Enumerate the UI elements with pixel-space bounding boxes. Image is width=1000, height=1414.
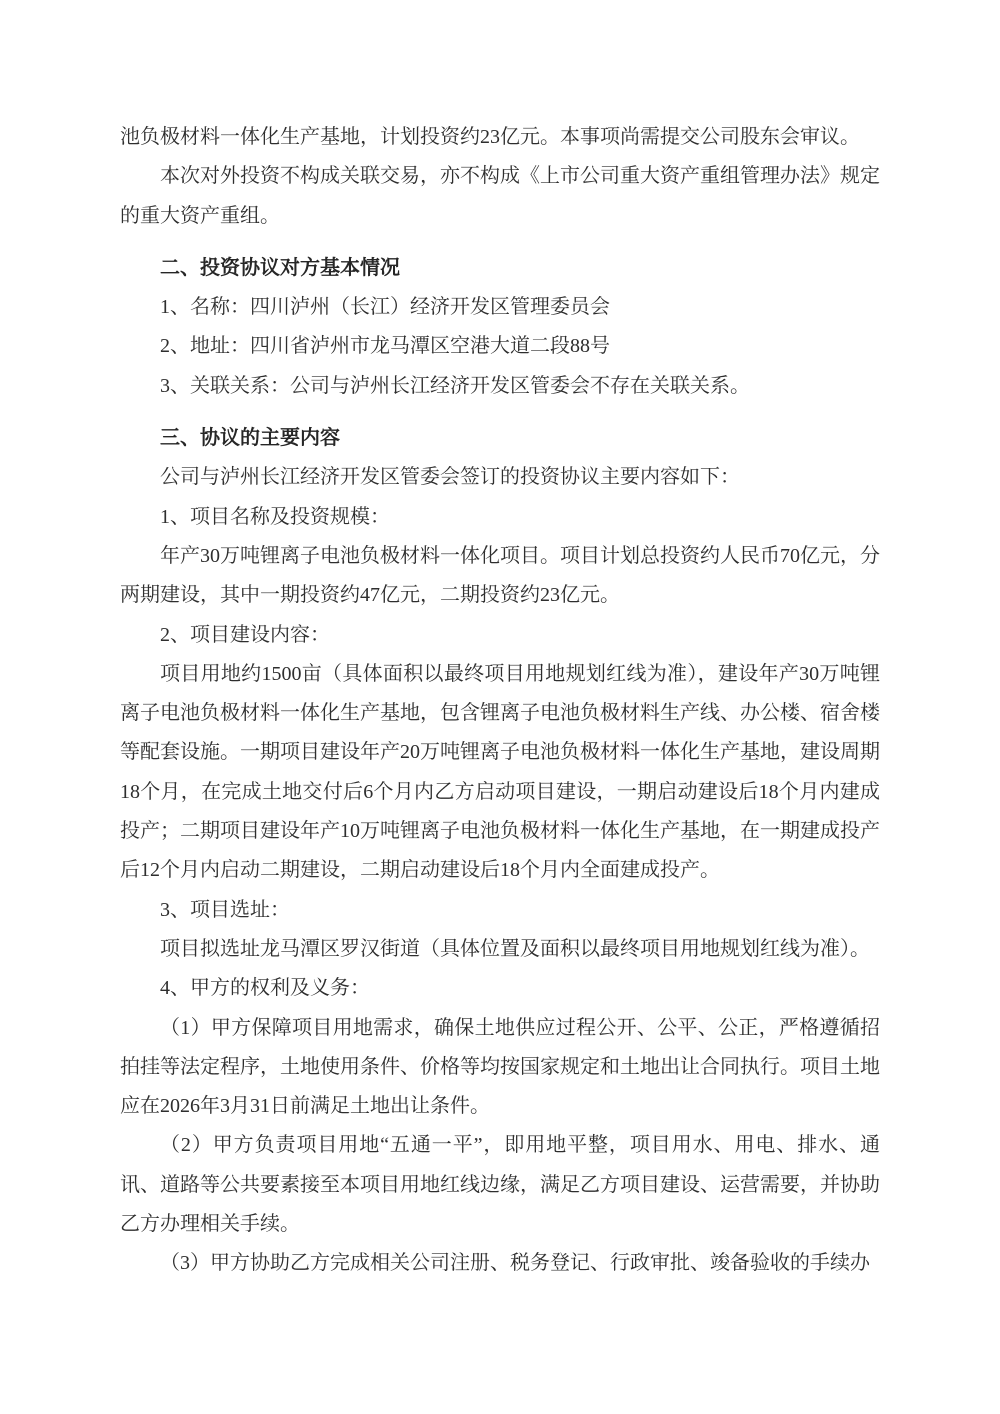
section-heading-agreement-content: 三、协议的主要内容 [160,427,340,450]
paragraph-continuation: 池负极材料一体化生产基地，计划投资约23亿元。本事项尚需提交公司股东会审议。 [120,126,860,148]
paragraph-construction-content: 项目用地约1500亩（具体面积以最终项目用地规划红线为准），建设年产30万吨锂离子电池负极材料一体化生产基地，包含锂离子电池负极材料生产线、办公楼、宿舍楼等配套设施。一期项目建设年产20万吨锂离子电池负极材料一体化生产基地，建设周期18个月，在完成土地交付后6个月内乙方启动项目建设，一期启动建设后18个月内建成投产；二期项目建设年产10万吨锂离子电池负极材料一体化生产基地，在一期建成投产后12个月内启动二期建设，二期启动建设后18个月内全面建成投产。 [120,662,880,882]
paragraph-site-selection: 项目拟选址龙马潭区罗汉街道（具体位置及面积以最终项目用地规划红线为准）。 [160,937,870,960]
paragraph-party-a-clause-1: （1）甲方保障项目用地需求，确保土地供应过程公开、公平、公正，严格遵循招拍挂等法定程序，土地使用条件、价格等均按国家规定和土地出让合同执行。项目土地应在2026年3月31日前满足土地出让条件。 [120,1016,880,1118]
paragraph-restructuring-note: 本次对外投资不构成关联交易，亦不构成《上市公司重大资产重组管理办法》规定的重大资产重组。 [120,165,880,227]
paragraph-party-a-clause-3: （3）甲方协助乙方完成相关公司注册、税务登记、行政审批、竣备验收的手续办 [160,1252,870,1275]
item-counterparty-address: 2、地址：四川省泸州市龙马潭区空港大道二段88号 [160,335,610,358]
item-counterparty-name: 1、名称：四川泸州（长江）经济开发区管理委员会 [160,296,610,319]
item-party-a-rights-label: 4、甲方的权利及义务： [160,977,370,1000]
item-site-selection-label: 3、项目选址： [160,898,290,921]
item-project-name-scale-label: 1、项目名称及投资规模： [160,505,390,528]
section-heading-counterparty: 二、投资协议对方基本情况 [160,256,400,279]
item-counterparty-relationship: 3、关联关系：公司与泸州长江经济开发区管委会不存在关联关系。 [160,374,750,397]
item-construction-content-label: 2、项目建设内容： [160,623,330,646]
paragraph-agreement-intro: 公司与泸州长江经济开发区管委会签订的投资协议主要内容如下： [160,466,740,489]
paragraph-party-a-clause-2: （2）甲方负责项目用地“五通一平”，即用地平整，项目用水、用电、排水、通讯、道路等公共要素接至本项目用地红线边缘，满足乙方项目建设、运营需要，并协助乙方办理相关手续。 [120,1134,880,1236]
paragraph-project-scale: 年产30万吨锂离子电池负极材料一体化项目。项目计划总投资约人民币70亿元，分两期建设，其中一期投资约47亿元，二期投资约23亿元。 [120,544,880,607]
